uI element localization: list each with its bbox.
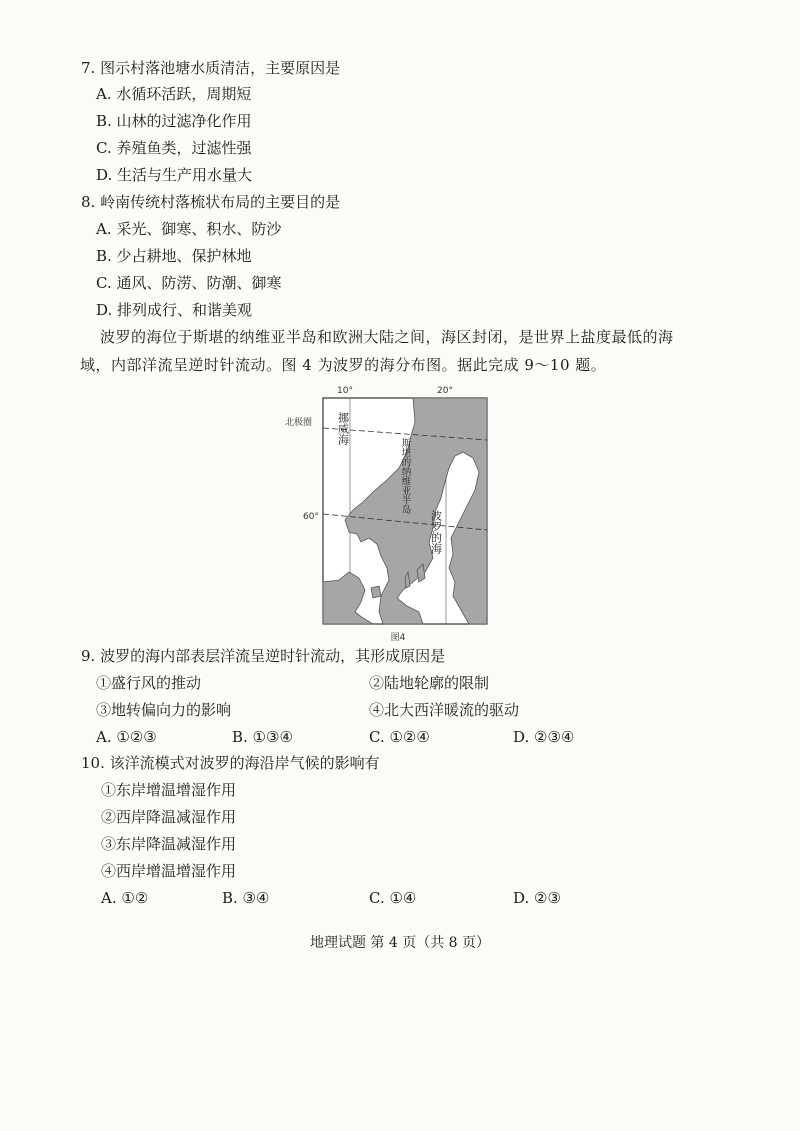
norwegian-sea-label: 挪威海: [336, 412, 350, 445]
q9-item-1: ①盛行风的推动: [96, 674, 202, 692]
passage-line-1: 波罗的海位于斯堪的纳维亚半岛和欧洲大陆之间，海区封闭，是世界上盐度最低的海: [100, 328, 674, 346]
lon-10-label: 10°: [337, 386, 353, 396]
q10-choice-d: D. ②③: [513, 889, 561, 907]
q7-option-c: C. 养殖鱼类，过滤性强: [96, 139, 252, 157]
q10-item-2: ②西岸降温减湿作用: [101, 808, 237, 826]
q10-choice-a: A. ①②: [101, 889, 149, 907]
q10-choice-c: C. ①④: [369, 889, 417, 907]
q7-stem: 7. 图示村落池塘水质清洁，主要原因是: [81, 59, 341, 77]
q7-option-a: A. 水循环活跃，周期短: [96, 85, 252, 103]
q9-choice-a: A. ①②③: [96, 728, 157, 746]
q7-option-b: B. 山林的过滤净化作用: [96, 112, 252, 130]
page-footer: 地理试题 第 4 页（共 8 页）: [309, 935, 491, 951]
q9-choice-d: D. ②③④: [513, 728, 575, 746]
q9-item-4: ④北大西洋暖流的驱动: [369, 701, 520, 719]
lat-60-label: 60°: [303, 512, 319, 522]
q8-stem: 8. 岭南传统村落梳状布局的主要目的是: [81, 193, 341, 211]
q7-option-d: D. 生活与生产用水量大: [96, 166, 253, 184]
q9-choice-b: B. ①③④: [232, 728, 293, 746]
q10-item-1: ①东岸增温增湿作用: [101, 781, 237, 799]
lon-20-label: 20°: [437, 386, 453, 396]
q9-stem: 9. 波罗的海内部表层洋流呈逆时针流动，其形成原因是: [81, 647, 446, 665]
q8-option-d: D. 排列成行、和谐美观: [96, 301, 253, 319]
arctic-circle-label: 北极圈: [285, 418, 313, 428]
q10-item-4: ④西岸增温增湿作用: [101, 862, 237, 880]
baltic-sea-label: 波罗的海: [429, 510, 443, 554]
figure-caption: 图4: [390, 633, 406, 643]
q10-stem: 10. 该洋流模式对波罗的海沿岸气候的影响有: [81, 754, 380, 772]
peninsula-label: 斯堪的纳维亚半岛: [399, 438, 411, 514]
q8-option-b: B. 少占耕地、保护林地: [96, 247, 252, 265]
q9-item-3: ③地转偏向力的影响: [96, 701, 232, 719]
q9-choice-c: C. ①②④: [369, 728, 430, 746]
passage-line-2: 域，内部洋流呈逆时针流动。图 4 为波罗的海分布图。据此完成 9～10 题。: [80, 356, 607, 374]
q8-option-a: A. 采光、御寒、积水、防沙: [96, 220, 282, 238]
q8-option-c: C. 通风、防涝、防潮、御寒: [96, 274, 282, 292]
q10-item-3: ③东岸降温减湿作用: [101, 835, 237, 853]
island-zealand: [371, 586, 381, 598]
q10-choice-b: B. ③④: [222, 889, 270, 907]
q9-item-2: ②陆地轮廓的限制: [369, 674, 490, 692]
baltic-sea-map: [283, 382, 493, 644]
